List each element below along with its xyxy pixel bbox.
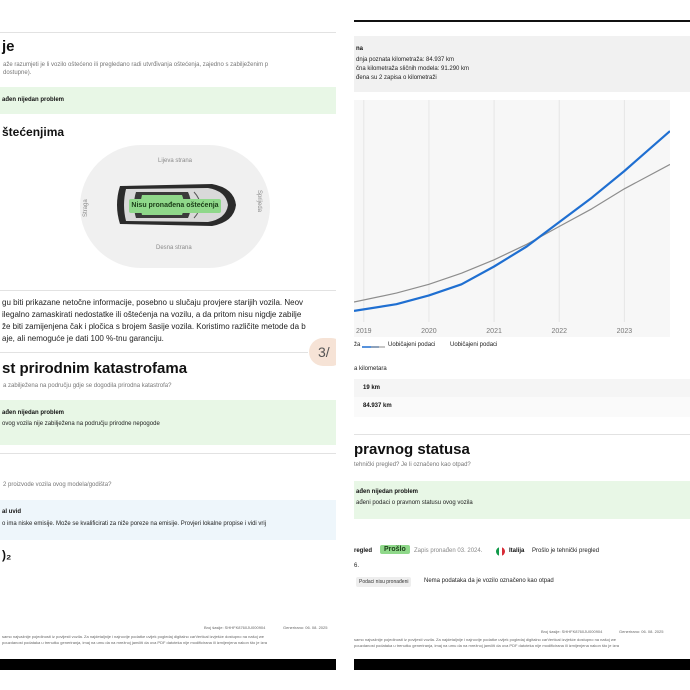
- mileage-record-row: [354, 397, 690, 417]
- legend-cut-label: ža: [354, 342, 361, 348]
- model-question: 2 proizvode vozila ovog modela/godišta?: [3, 482, 112, 488]
- chart-x-tick-label: 2019: [355, 328, 372, 335]
- insight-title: al uvid: [2, 509, 22, 515]
- legend-line-grey: [371, 345, 385, 349]
- mileage-record-row: [354, 379, 690, 399]
- no-problem-text: ađen nijedan problem: [2, 97, 65, 103]
- scrap-status-text: Nema podataka da je vozilo označeno kao otpad: [424, 578, 554, 584]
- chart-x-tick-label: 2023: [616, 328, 633, 335]
- car-label-front: Sprijeda: [256, 190, 262, 213]
- damage-heading: štećenjima: [2, 125, 65, 139]
- footer-vin: Broj šasije: SHHFK8760JU000904: [541, 629, 603, 634]
- mileage-record-value: 19 km: [363, 385, 381, 391]
- legend-label: Uobičajeni podaci: [450, 342, 498, 348]
- legal-heading: pravnog statusa: [354, 441, 470, 458]
- page-bottom-bar: [354, 659, 690, 670]
- chart-series-line-vehicle: [354, 131, 670, 311]
- disaster-result-title: ađen nijedan problem: [2, 410, 65, 416]
- section-heading: je: [2, 38, 15, 55]
- disaster-heading: st prirodnim katastrofama: [2, 360, 188, 377]
- inspection-line: 6.: [354, 563, 360, 569]
- report-page-right: [354, 0, 690, 690]
- inspection-passed-badge: Prošlo: [380, 545, 410, 554]
- inspection-country: Italija: [509, 548, 525, 554]
- disaster-result-box: [0, 400, 336, 445]
- footer-vin: Broj šasije: SHHFK8760JU000904: [204, 625, 266, 630]
- insight-text: o ima niske emisije. Može se kvalificirati za niže poreze na emisije. Provjeri lokalne propise i vidi vrij: [2, 521, 267, 527]
- top-border: [354, 20, 690, 22]
- summary-label: na: [356, 46, 364, 52]
- mileage-summary-box: [354, 36, 690, 92]
- mileage-record-value: 84.937 km: [363, 403, 392, 409]
- legal-result-text: ađeni podaci o pravnom statusu ovog vozila: [356, 500, 473, 506]
- co2-heading: )₂: [2, 548, 12, 562]
- section-divider: [354, 434, 690, 435]
- disaster-description: a zabilježena na području gdje se dogodila prirodna katastrofa?: [3, 383, 172, 389]
- warning-line: gu biti prikazane netočne informacije, posebno u slučaju provjere starijih vozila. Neov: [2, 298, 304, 307]
- chart-x-tick-label: 2022: [551, 328, 568, 335]
- italy-flag-icon: [496, 547, 505, 556]
- no-problem-box: [0, 87, 336, 114]
- disaster-result-text: ovog vozila nije zabilježena na području prirodne nepogode: [2, 421, 160, 427]
- footer-generated: Generirano: 06. 08. 2025: [283, 625, 328, 630]
- section-description: aže razumjeti je li vozilo oštećeno ili pregledano radi utvrđivanja oštećenja, zajedno s zabilježenim p: [3, 62, 269, 68]
- car-label-left: Lijeva strana: [158, 158, 193, 164]
- insight-box: [0, 500, 336, 540]
- footer-disclaimer: samo najvažnije pojedinosti iz povijesti vozila. Za najdetaljnije i najnovije podatke uvijek pogledaj digitalno carVertical izvješće dostupno na našoj we: [354, 637, 616, 642]
- section-divider: [0, 453, 336, 454]
- chart-x-tick-label: 2020: [421, 328, 437, 335]
- no-damage-badge: Nisu pronađena oštećenja: [129, 199, 221, 213]
- inspection-label: regled: [354, 548, 373, 554]
- footer-generated: Generirano: 06. 08. 2025: [619, 629, 664, 634]
- records-header: a kilometara: [354, 366, 387, 372]
- warning-line: aje, ali nemoguće je dati 100 %-tnu garanciju.: [2, 334, 164, 343]
- summary-line: dnja poznata kilometraža: 84.937 km: [356, 57, 455, 63]
- car-label-right: Desna strana: [156, 245, 192, 251]
- summary-line: đena su 2 zapisa o kilometraži: [356, 75, 437, 81]
- report-page-left: [0, 0, 336, 690]
- summary-line: čna kilometraža sličnih modela: 91.290 km: [356, 66, 470, 72]
- legal-description: tehnički pregled? Je li označeno kao otpad?: [354, 462, 471, 468]
- inspection-result: Prošlo je tehnički pregled: [532, 548, 600, 554]
- section-divider: [0, 32, 336, 33]
- footer-disclaimer: pouzdanost podataka u trenutku generiranja, imaj na umu da na mrežnoj jamčiti da ova PDF datoteka nije modificirana ili izmijenjena nakon što je izra: [354, 643, 620, 648]
- legal-result-title: ađen nijedan problem: [356, 489, 419, 495]
- warning-line: ilegalno zamaskirati nedostatke ili oštećenja na vozilu, a da pritom nisu nigdje zabilje: [2, 310, 302, 319]
- warning-line: že biti zamijenjena čak i pločica s brojem šasije vozila. Koristimo različite metode da b: [2, 322, 306, 331]
- legal-result-box: [354, 481, 690, 519]
- page-bottom-bar: [0, 659, 336, 670]
- legend-label: Uobičajeni podaci: [388, 342, 436, 348]
- chart-x-tick-label: 2021: [486, 328, 502, 335]
- footer-disclaimer: samo najvažnije pojedinosti iz povijesti vozila. Za najdetaljnije i najnovije podatke uvijek pogledaj digitalno carVertical izvješće dostupno na našoj we: [2, 634, 264, 639]
- page-number: 3/: [309, 338, 336, 366]
- chart-series-line-typical: [354, 164, 670, 302]
- scrap-status-badge: Podaci nisu pronađeni: [356, 577, 411, 587]
- mileage-chart: [354, 100, 670, 345]
- car-label-rear: Straga: [83, 199, 89, 217]
- footer-disclaimer: pouzdanost podataka u trenutku generiranja, imaj na umu da na mrežnoj jamčiti da ova PDF datoteka nije modificirana ili izmijenjena nakon što je izra: [2, 640, 268, 645]
- section-description: dostupne).: [3, 70, 32, 76]
- section-divider: [0, 352, 308, 353]
- section-divider: [0, 290, 336, 291]
- inspection-date: Zapis pronađen 03. 2024.: [414, 548, 483, 554]
